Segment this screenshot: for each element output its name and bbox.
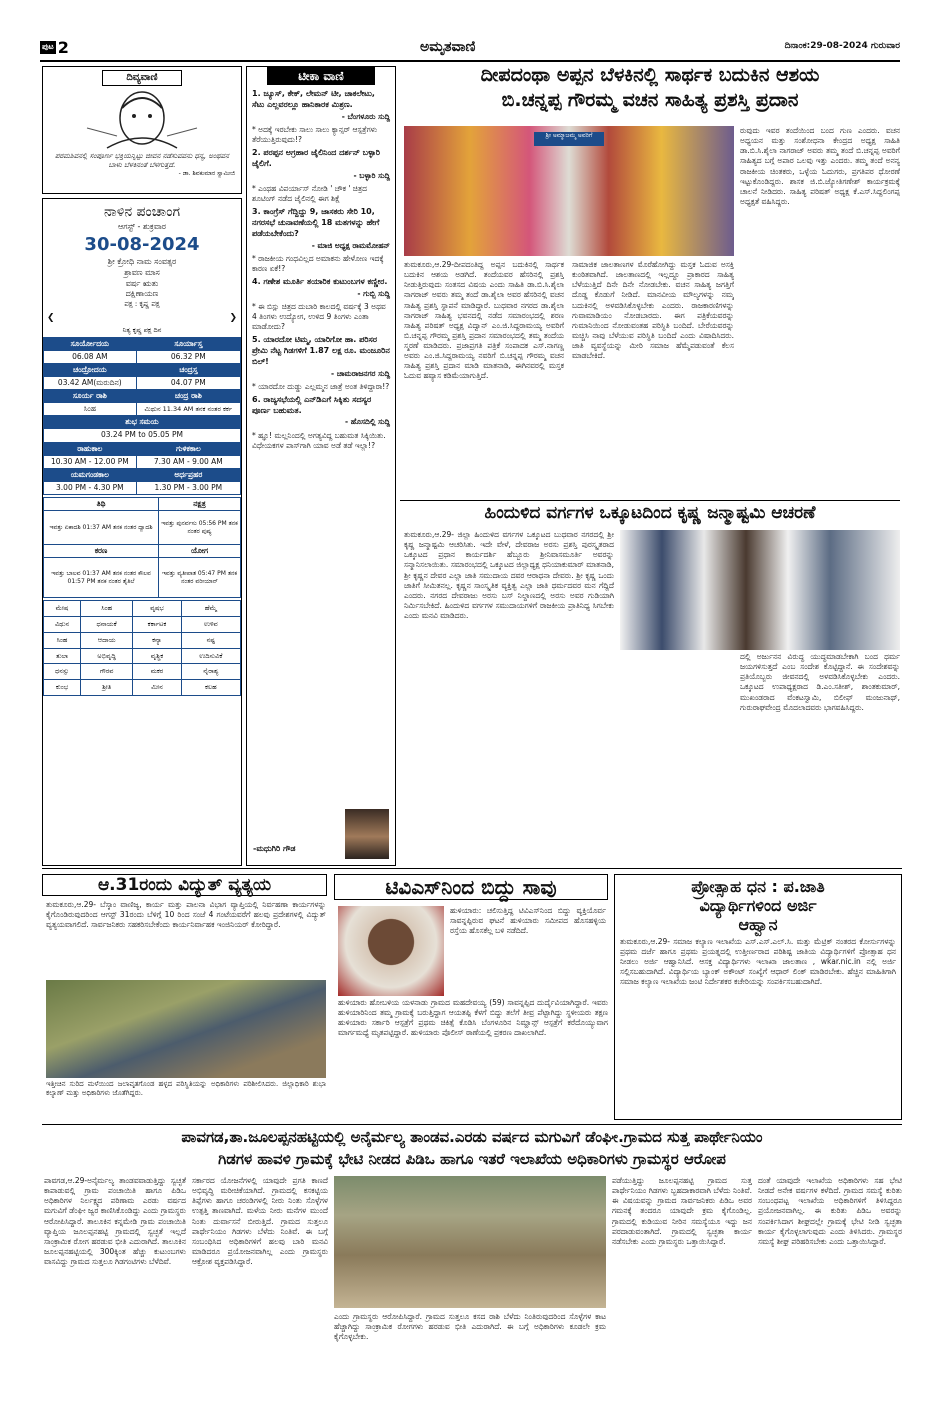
ceremony-banner: ಶ್ರೀ ಅಮ್ಮಾಜಮ್ಮ ಅವರಿಗೆ (534, 132, 604, 146)
divider (42, 1124, 902, 1125)
rashi-cell: ಧನಸ್ಸು (44, 664, 81, 680)
tika-answer: * ಎಂಥಹ ವಿಪರ್ಯಾಸ್ ನೋಡಿ ' ಚೌಕ ' ಚಿತ್ರದ ಶೂಟಿಂಗ್ ನಡೆದ ಜೈಲಿನಲ್ಲಿ ಈಗ ಶಿಕ್ಷೆ (252, 183, 367, 203)
samvatsara: ಶ್ರೀ ಕ್ರೋಧಿ ನಾಮ ಸಂವತ್ಸರ (107, 256, 177, 266)
shubha-label: ಶುಭ ಸಮಯ (44, 416, 241, 429)
pavagada-col-3: ಪಡೆಯುತ್ತಿದ್ದು ಜೂಲಪ್ಪನಹಟ್ಟಿ ಗ್ರಾಮದ ಸುತ್ತ ಪಾರ್ಥೇನಿಯಂ ಗಿಡಗಳು ಬ್ಬಹದಾಕಾರವಾಗಿ ಬೆಳೆದು ನಿಂತಿವೆ. ಈ ವಿಷಯವನ್ನು ಗ್ರಾಮದ ಸಾರ್ವಜನಿಕರು ಪಿಡಿಒ ಅವರ ಗಮನಕ್ಕೆ ತಂದರೂ ಯಾವುದೇ ಕ್ರಮ ಕೈಗೊಂಡಿಲ್ಲ. ಗ್ರಾಮದಲ್ಲಿ ಕುಡಿಯುವ ನೀರಿನ ಸಮಸ್ಯೆಯೂ ಇದ್ದು ಜನ ಪರದಾಡುವಂತಾಗಿದೆ. ಗ್ರಾಮದಲ್ಲಿ ಸ್ವಚ್ಛತಾ ಕಾರ್ಯ ನಡೆಸಬೇಕು ಎಂದು ಗ್ರಾಮಸ್ಥರು ಒತ್ತಾಯಿಸಿದ್ದಾರೆ. (612, 1176, 752, 1246)
karana-value: ಇವತ್ತು ಬಾಲವ 01:37 AM ತನಕ ನಂತರ ಕೌಲವ 01:57 PM ತನಕ ನಂತರ ತೈತಿಲೆ (44, 558, 159, 598)
victim-photo (338, 906, 444, 996)
tika-source: - ಹೊಸದಿಲ್ಲಿ ಸುದ್ದಿ (344, 417, 390, 427)
pavagada-col-2: ಸರ್ಕಾರದ ಯೋಜನೆಗಳಲ್ಲಿ ಯಾವುದೇ ಪ್ರಗತಿ ಕಾಣದೆ ಅಭಿವೃದ್ಧಿ ಮರೀಚಿಕೆಯಾಗಿದೆ. ಗ್ರಾಮದಲ್ಲಿ ಕಸಕಟ್ಟಿಯ ತಿಪ್ಪೆಗಳು ಹಾಗೂ ಚರಂಡಿಗಳಲ್ಲಿ ನೀರು ನಿಂತು ಸೊಳ್ಳೆಗಳ ಉತ್ಪತ್ತಿ ತಾಣವಾಗಿದೆ. ಮಳೆಯ ನೀರು ಮನೆಗಳ ಮುಂದೆ ನಿಂತು ದುರ್ವಾಸನೆ ಬೀರುತ್ತಿದೆ. ಗ್ರಾಮದ ಸುತ್ತಲೂ ಪಾರ್ಥೇನಿಯಂ ಗಿಡಗಳು ಬೆಳೆದು ನಿಂತಿವೆ. ಈ ಬಗ್ಗೆ ಸಂಬಂಧಿಸಿದ ಅಧಿಕಾರಿಗಳಿಗೆ ಹಲವು ಬಾರಿ ಮನವಿ ಮಾಡಿದರೂ ಪ್ರಯೋಜನವಾಗಿಲ್ಲ ಎಂದು ಗ್ರಾಮಸ್ಥರು ಆಕ್ರೋಶ ವ್ಯಕ್ತಪಡಿಸಿದ್ದಾರೆ. (192, 1176, 328, 1266)
chandra-rashi-label: ಚಂದ್ರ ರಾಶಿ (136, 390, 240, 403)
sunset-label: ಸೂರ್ಯಾಸ್ತ (136, 337, 240, 350)
karana-label: ಕರಣ (44, 545, 159, 558)
tithi-table (43, 497, 241, 598)
panchanga-table (43, 337, 241, 496)
rashi-cell: ಮೀನ (133, 680, 181, 696)
page-number (40, 36, 71, 58)
panchanga-nav (43, 310, 241, 326)
surya-rashi-value: ಸಿಂಹ (44, 403, 137, 416)
tika-item (252, 335, 390, 392)
yoga-label: ಯೋಗ (159, 545, 241, 558)
rashi-cell: ಅಭಿವೃದ್ಧಿ (81, 648, 133, 664)
tika-source: - ಗುಬ್ಬಿ ಸುದ್ದಿ (357, 288, 390, 298)
tika-source: - ಚಾಮರಾಜನಗರ ಸುದ್ದಿ (331, 368, 390, 378)
nakshatra-value: ಇವತ್ತು ಪುನರ್ವಸು 05:56 PM ತನಕ ನಂತರ ಪುಷ್ಯ (159, 511, 241, 545)
festival-line: ನಿತ್ಯ ಕೃಷ್ಣ ಪಕ್ಷ ದಿನ (122, 325, 162, 334)
rashi-cell: ಗೌರವ (81, 664, 133, 680)
page-num: 2 (57, 37, 69, 57)
rashi-cell: ಆದಾಯ (81, 632, 133, 648)
sage-portrait (77, 88, 207, 150)
tithi-label: ತಿಥಿ (44, 498, 159, 511)
paksha: ಪಕ್ಷ : ಕೃಷ್ಣ ಪಕ್ಷ (124, 300, 160, 309)
moonrise-value: 03.42 AM(ಮರುದಿನ) (44, 376, 137, 389)
sunrise-label: ಸೂರ್ಯೋದಯ (44, 337, 137, 350)
pavagada-headline-1: ಪಾವಗಡ,ತಾ.ಜೂಲಪ್ಪನಹಟ್ಟಿಯಲ್ಲಿ ಅನೈರ್ಮಲ್ಯ ತಾಂಡವ.ಎರಡು ವರ್ಷದ ಮಗುವಿಗೆ ಡೆಂಘೀ.ಗ್ರಾಮದ ಸುತ್ತ ಪಾರ್ಥೇನಿಯಂ (181, 1128, 763, 1146)
moonrise-label: ಚಂದ್ರೋದಯ (44, 363, 137, 376)
yoga-value: ಇವತ್ತು ವ್ಯತೀಪಾತ 05:47 PM ತನಕ ನಂತರ ವರೀಯಾನ್ (159, 558, 241, 598)
scholarship-box (614, 874, 902, 1120)
tika-item (252, 277, 390, 332)
rashi-cell: ಮಕರ (133, 664, 181, 680)
tika-question: 2. ಪರಪ್ಪನ ಅಗ್ರಹಾರ ಜೈಲಿನಿಂದ ದರ್ಶನ್ ಬಳ್ಳಾರಿ ಜೈಲಿಗೆ. (252, 148, 380, 168)
tvs-intro: ಹುಳಿಯಾರು: ಚಲಿಸುತ್ತಿದ್ದ ಟಿವಿಎಸ್‌ನಿಂದ ಬಿದ್ದು ವ್ಯಕ್ತಿಯೊರ್ವ ಸಾವನ್ನಪ್ಪಿರುವ ಘಟನೆ ಹುಳಿಯಾರು ಸಮೀಪದ ಹೊಸಹಳ್ಳಿಯ ರಸ್ತೆಯ ಹೊಸಕೆಲ್ಲ ಬಳಿ ನಡೆದಿದೆ. (450, 906, 606, 936)
pavagada-caption: ಎಂದು ಗ್ರಾಮಸ್ಥರು ಆರೋಪಿಸಿದ್ದಾರೆ. ಗ್ರಾಮದ ಸುತ್ತಲೂ ಕಸದ ರಾಶಿ ಬೆಳೆದು ನಿಂತಿರುವುದರಿಂದ ಸೊಳ್ಳೆಗಳ ಕಾಟ ಹೆಚ್ಚಾಗಿದ್ದು ಸಾಂಕ್ರಾಮಿಕ ರೋಗಗಳು ಹರಡುವ ಭೀತಿ ಎದುರಾಗಿದೆ. ಈ ಬಗ್ಗೆ ಅಧಿಕಾರಿಗಳು ಕೂಡಲೇ ಕ್ರಮ ಕೈಗೊಳ್ಳಬೇಕು. (334, 1312, 606, 1342)
divider (400, 500, 900, 501)
lead-col-2: ಸಾಮಾಜಿಕ ಜಾಲತಾಣಗಳ ಮೊರೆಹೋಗಿದ್ದು ಮಸ್ತಕ ಓದುವ ಅಸಕ್ತಿ ಕುಂಠಿತವಾಗಿದೆ. ಜಾಲತಾಣದಲ್ಲಿ ಇಲ್ಲದ್ದೂ ಪ್ರಾಕಾರದ ಸಾಹಿತ್ಯ ಬೆಳೆಯುತ್ತಿದೆ ದಿನೇ ದಿನೇ ನೋಡಬೇಕು. ವಚನ ಸಾಹಿತ್ಯ ಜಗತ್ತಿಗೆ ದೊಡ್ಡ ಕೊಡುಗೆ ನೀಡಿದೆ. ಮಾನವೀಯ ಮೌಲ್ಯಗಳನ್ನು ನಮ್ಮ ಬದುಕಿನಲ್ಲಿ ಅಳವಡಿಸಿಕೊಳ್ಳಬೇಕು ಎಂದರು. ರಾಜಕಾರಣಿಗಳನ್ನು ಗುವಾಮಾಡಿಯಂ ನೋಡಬಾರದು. ಈಗ ಪತ್ರಿಕೆಯವರನ್ನು ಗುಮಾನಿಯಿಂದ ನೋಡುವಂತಹ ಪರಿಸ್ಥಿತಿ ಬಂದಿದೆ. ಬೇರೆಯವರನ್ನು ಮಚ್ಚಿಸಿ ನಾವು ಬೆಳೆಯುವ ಪರಿಸ್ಥಿತಿ ಬಂದಿದೆ ಎಂದು ವಿಷಾದಿಸಿದರು. ಜಾತಿ ವ್ಯವಸ್ಥೆಯನ್ನು ಮೀರಿ ಸಮಾಜ ಹೆಮ್ಮೆಪಡುವಂತೆ ಕೆಲಸ ಮಾಡಬೇಕಿದೆ. (572, 260, 734, 361)
rashi-table (43, 600, 241, 696)
rashi-cell: ಮೇಷ (44, 601, 81, 617)
rashi-cell: ಕುಂಭ (44, 680, 81, 696)
power-headline: ಆ.31ರಂದು ವಿದ್ಯುತ್ ವ್ಯತ್ಯಯ (42, 874, 327, 896)
ayana: ದಕ್ಷಿಣಾಯಣ (125, 289, 159, 299)
tika-list (247, 85, 395, 451)
rashi-cell: ಸಿಂಹ (81, 601, 133, 617)
rashi-cell: ನಷ್ಟ (181, 632, 240, 648)
krishna-col-1: ತುಮಕೂರು,ಆ.29- ಜಿಲ್ಲಾ ಹಿಂದುಳಿದ ವರ್ಗಗಳ ಒಕ್ಕೂಟದ ಬುಧವಾರ ನಗರದಲ್ಲಿ ಶ್ರೀ ಕೃಷ್ಣ ಜನ್ಮಾಷ್ಟಮಿ ಆಚರಿಸಿತು. ಇದೇ ವೇಳೆ, ದೇವರಾಜ ಅರಸು ಪ್ರಶಸ್ತಿ ಪುರಸ್ಕೃತರಾದ ಒಕ್ಕೂಟದ ಪ್ರಧಾನ ಕಾರ್ಯದರ್ಶಿ ಹೆಬ್ಬೂರು ಶ್ರೀನಿವಾಸಮೂರ್ತಿ ಅವರನ್ನು ಸನ್ಮಾನಿಸಲಾಯಿತು. ಸಮಾರಂಭದಲ್ಲಿ ಒಕ್ಕೂಟದ ಜಿಲ್ಲಾಧ್ಯಕ್ಷ ಧನಿಯಾಕುಮಾರ್ ಮಾತನಾಡಿ, ಶ್ರೀ ಕೃಷ್ಣನ ದೇವರ ಎಲ್ಲಾ ಜಾತಿ ಸಮುದಾಯ ದವರ ಆರಾಧನಾ ದೇವರು. ಶ್ರೀ ಕೃಷ್ಣ ಒಂದು ಜಾತಿಗೆ ಸೀಮಿತನಲ್ಲ. ಕೃಷ್ಣನ ಸಾಂಸ್ಕೃತಿಕ ವ್ಯಕ್ತಿತ್ವ ಎಲ್ಲಾ ಜಾತಿ ಧರ್ಮದವರ ಮನ ಗೆದ್ದಿದೆ ಎಂದರು. ನಗರದ ದೇವರಾಜು ಅರಸು ಬಸ್ ನಿಲ್ದಾಣದಲ್ಲಿ ಅರಸು ಅವರ ಗುಡಿಯಾಗಿ ನಿರ್ಮಿಸಬೇಕಿದೆ. ಹಿಂದುಳಿದ ವರ್ಗಗಳ ಸಮುದಾಯಗಳಿಗೆ ರಾಜಕೀಯ ಪ್ರಾತಿನಿಧ್ಯ ಸಿಗಬೇಕು ಎಂದು ಮನವಿ ಮಾಡಿದರು. (404, 530, 614, 620)
pavagada-col-4: ದಂತೆ ಯಾವುದೇ ಇಲಾಖೆಯ ಅಧಿಕಾರಿಗಳು ಸಹ ಭೇಟಿ ನೀಡದೆ ಅನೇಕ ವರ್ಷಗಳ ಕಳೆದಿದೆ. ಗ್ರಾಮದ ಸಮಸ್ಯೆ ಕುರಿತು ಸಂಬಂಧಪಟ್ಟ ಇಲಾಖೆಯ ಅಧಿಕಾರಿಗಳಿಗೆ ತಿಳಿಸಿದ್ದರೂ ಪ್ರಯೋಜನವಾಗಿಲ್ಲ. ಈ ಕುರಿತು ಪಿಡಿಒ ಅವರನ್ನು ಸಂಪರ್ಕಿಸಿದಾಗ ಶೀಘ್ರದಲ್ಲೇ ಗ್ರಾಮಕ್ಕೆ ಭೇಟಿ ನೀಡಿ ಸ್ವಚ್ಛತಾ ಕಾರ್ಯ ಕೈಗೊಳ್ಳಲಾಗುವುದು ಎಂದು ತಿಳಿಸಿದರು. ಗ್ರಾಮಸ್ಥರ ಸಮಸ್ಯೆ ಶೀಘ್ರ ಪರಿಹರಿಸಬೇಕು ಎಂದು ಒತ್ತಾಯಿಸಿದ್ದಾರೆ. (758, 1176, 902, 1246)
lead-col-3: ರುವುದು ಇವರ ತಂದೆಯಿಂದ ಬಂದ ಗುಣ ಎಂದರು. ವಚನ ಅಧ್ಯಯನ ಮತ್ತು ಸಂಶೋಧನಾ ಕೇಂದ್ರದ ಅಧ್ಯಕ್ಷ ಸಾಹಿತಿ ಡಾ.ಬಿ.ಸಿ.ಶೈಲಾ ನಾಗರಾಜ್ ಅವರು ತಮ್ಮ ತಂದೆ ಬಿ.ಚನ್ನಪ್ಪ ಅವರಿಗೆ ಸಾಹಿತ್ಯದ ಬಗ್ಗೆ ಅಪಾರ ಒಲವು ಇತ್ತು ಎಂದರು. ತಮ್ಮ ತಂದೆ ಅನನ್ಯ ರಾಜಕೀಯ ಚಿಂತಕರು, ಒಳ್ಳೆಯ ಓದುಗರು, ಪ್ರಗತಿಪರ ಧೋರಣೆ ಇಟ್ಟುಕೊಂಡಿದ್ದರು. ಶಾಸಕ ಜಿ.ಬಿ.ಜ್ಯೋತಿಗಣೇಶ್ ಕಾರ್ಯಕ್ರಮಕ್ಕೆ ಚಾಲನೆ ನೀಡಿದರು. ಸಾಹಿತ್ಯ ಪರಿಷತ್ ಅಧ್ಯಕ್ಷ ಕೆ.ಎಸ್.ಸಿದ್ದಲಿಂಗಪ್ಪ ಅಧ್ಯಕ್ಷತೆ ವಹಿಸಿದ್ದರು. (740, 126, 900, 206)
gulika-value: 7.30 AM - 9.00 AM (136, 455, 240, 468)
chevron-left-icon[interactable]: ❮ (47, 312, 55, 323)
divyavani-title: ದಿವ್ಯವಾಣಿ (102, 70, 182, 86)
tika-answer: * ಈ ಬಿಸ್ಲು ಚಿತ್ರದ ದುಬಾರಿ ಕಾಲದಲ್ಲಿ ವರ್ಷಕ್ಕೆ 3 ಅಥವ 4 ತಿಂಗಳು ಉದ್ಯೋಗ, ಉಳಿದ 9 ತಿಂಗಳು ಎಂತಾ ಮಾಡೋದು? (252, 301, 386, 332)
tika-question: 3. ಕಾಂಗ್ರೆಸ್ ಗೆದ್ದಿದ್ದು 9, ಜಾಸಕರು ಸೇರಿ 10, ನಗರಸಭೆ ಚುನಾವಣೆಯಲ್ಲಿ 18 ಮತಗಳನ್ನು ಹೇಗೆ ಪಡೆಯಬೇಕೆಂದು? (252, 207, 380, 238)
rashi-cell: ವೃಷಭ (133, 601, 181, 617)
rashi-cell: ನೈರಾಶ್ಯ (181, 664, 240, 680)
newspaper-title: ಅಮೃತವಾಣಿ (420, 39, 476, 55)
sunrise-value: 06.08 AM (44, 350, 137, 363)
divyavani-author: - ಡಾ. ಶಿವಕುಮಾರ ಸ್ವಾಮೀಜಿ (178, 170, 235, 178)
masthead (40, 34, 900, 62)
rashi-cell: ತುಲಾ (44, 648, 81, 664)
tika-source: - ಬೆಂಗಳೂರು ಸುದ್ದಿ (341, 111, 390, 121)
lead-col-1: ತುಮಕೂರು,ಆ.29-ದೀಪದಂತಿದ್ದ ಅಪ್ಪನ ಬದುಕಿನಲ್ಲಿ ಸಾರ್ಥಕ ಬದುಕಿನ ಆಶಯ ಅಡಗಿದೆ. ತಂದೆಯವರ ಹೆಸರಿನಲ್ಲಿ ಪ್ರಶಸ್ತಿ ನೀಡುತ್ತಿರುವುದು ಸಂತಸದ ವಿಷಯ ಎಂದು ಸಾಹಿತಿ ಡಾ.ಬಿ.ಸಿ.ಶೈಲಾ ನಾಗರಾಜ್ ಅವರು ತಮ್ಮ ತಂದೆ ಡಾ.ಶೈಲಾ ಅವರ ಹೆಸರಿನಲ್ಲಿ ವಚನ ಸಾಹಿತ್ಯ ಪ್ರಶಸ್ತಿ ಸ್ಥಾಪನೆ ಮಾಡಿದ್ದಾರೆ. ಬುಧವಾರ ನಗರದ ಡಾ.ಶೈಲಾ ನಾಗರಾಜ್ ಸಾಹಿತ್ಯ ಭವನದಲ್ಲಿ ನಡೆದ ಸಮಾರಂಭದಲ್ಲಿ ಶರಣ ಸಾಹಿತ್ಯ ಪರಿಷತ್ ಅಧ್ಯಕ್ಷ ವಿದ್ವಾನ್ ಎಂ.ಜಿ.ಸಿದ್ದರಾಮಯ್ಯ ಅವರಿಗೆ ಬಿ.ಚನ್ನಪ್ಪ ಗೌರಮ್ಮ ಪ್ರಶಸ್ತಿ ಪ್ರದಾನ ಸಮಾರಂಭದಲ್ಲಿ ತಮ್ಮ ತಂದೆಯ ಸ್ಮರಣೆ ಮಾಡಿದರು. ಪ್ರಜಾಪ್ರಗತಿ ಪತ್ರಿಕೆ ಸಂಪಾದಕ ಎಸ್.ನಾಗಣ್ಣ ಅವರು ಎಂ.ಜಿ.ಸಿದ್ದರಾಮಯ್ಯ ನವರಿಗೆ ಬಿ.ಚನ್ನಪ್ಪ ಗೌರಮ್ಮ ವಚನ ಸಾಹಿತ್ಯ ಪ್ರಶಸ್ತಿ ಪ್ರದಾನ ಮಾಡಿ ಮಾತನಾಡಿ, ಈಗಿನವರಲ್ಲಿ ಮಸ್ತಕ ಓದುವ ಹವ್ಯಾಸ ಕಡಿಮೆಯಾಗುತ್ತಿದೆ. (404, 260, 564, 381)
rashi-cell: ಹೆಮ್ಮೆ (181, 601, 240, 617)
surya-rashi-label: ಸೂರ್ಯ ರಾಶಿ (44, 390, 137, 403)
rashi-cell: ವೃಶ್ಚಿಕ (133, 648, 181, 664)
tika-source: - ಮಾಜಿ ಅಧ್ಯಕ್ಷ ರಾಮಮೋಹನ್ (311, 240, 390, 250)
divider (42, 868, 902, 869)
rashi-cell: ಉಳಿವ (181, 617, 240, 633)
rashi-cell: ಶ್ರೀತಿ (81, 680, 133, 696)
scholarship-headline-2: ವಿದ್ಯಾರ್ಥಿಗಳಿಂದ ಅರ್ಜಿ (699, 896, 817, 916)
yama-label: ಯಮಗಂಡಕಾಲ (44, 468, 137, 481)
krishna-photo (620, 530, 900, 650)
gulika-label: ಗುಳಿಕಕಾಲ (136, 442, 240, 455)
tika-answer: * ರಾಜಕೀಯ ಗಂಧವಿಲ್ಲದ ಅಮಾಕನು ಹೇಳೋಣ ಇದಕ್ಕೆ ಕಾರಣ ಏಕೆ!? (252, 253, 384, 273)
rashi-cell: ಕರ್ಕಾಟಕ (133, 617, 181, 633)
issue-date: ದಿನಾಂಕ:29-08-2024 ಗುರುವಾರ (784, 41, 900, 51)
tika-byline: -ಮಧುಗಿರಿ ಗೌಡ (253, 844, 296, 854)
krishna-headline: ಹಿಂದುಳಿದ ವರ್ಗಗಳ ಒಕ್ಕೂಟದಿಂದ ಕೃಷ್ಣ ಜನ್ಮಾಷ್ಟಮಿ ಆಚರಣೆ (484, 503, 816, 523)
pavagada-col-1: ಪಾವಗಡ,ಆ.29-ಅನೈರ್ಮಲ್ಯ ತಾಂಡವವಾಡುತ್ತಿದ್ದು ಸ್ವಚ್ಛತೆ ಕಾಪಾಡುವಲ್ಲಿ ಗ್ರಾಮ ಪಂಚಾಯಿತಿ ಹಾಗೂ ಪಿಡಿಒ ಅಧಿಕಾರಿಗಳ ನಿರ್ಲಕ್ಷ್ಯದ ಪರಿಣಾಮ ಎರಡು ವರ್ಷದ ಮಗುವಿಗೆ ಡೆಂಘೀ ಜ್ವರ ಕಾಣಿಸಿಕೊಂಡಿದ್ದು ಎಂದು ಗ್ರಾಮಸ್ಥರು ಆರೋಪಿಸಿದ್ದಾರೆ. ತಾಲೂಕಿನ ಕನ್ನಮೇಡಿ ಗ್ರಾಮ ಪಂಚಾಯಿತಿ ವ್ಯಾಪ್ತಿಯ ಜೂಲಪ್ಪನಹಟ್ಟಿ ಗ್ರಾಮದಲ್ಲಿ ಸ್ವಚ್ಛತೆ ಇಲ್ಲದೆ ಸಾಂಕ್ರಾಮಿಕ ರೋಗ ಹರಡುವ ಭೀತಿ ಎದುರಾಗಿದೆ. ತಾಲೂಕಿನ ಜೂಲಪ್ಪನಹಟ್ಟಿಯಲ್ಲಿ 300ಕ್ಕಿಂತ ಹೆಚ್ಚು ಕುಟುಂಬಗಳು ವಾಸವಿದ್ದು ಗ್ರಾಮದ ಸುತ್ತಲೂ ಗಿಡಗಂಟಿಗಳು ಬೆಳೆದಿವೆ. (44, 1176, 186, 1266)
masa: ಶ್ರಾವಣ ಮಾಸ (124, 267, 160, 277)
rashi-cell: ಕಲಹ (181, 680, 240, 696)
panchanga-title: ನಾಳಿನ ಪಂಚಾಂಗ (103, 204, 181, 220)
tika-item (252, 395, 390, 451)
divyavani-quote: ಪರಮಶಿವನಲ್ಲಿ ಸಂಪೂರ್ಣ ಭಕ್ತಿಯನ್ನಿಟ್ಟು ಜೀವನ ನಡೆಸುವವನು ಧನ್ಯ, ಅಂಥವನ ಬಾಳು ಬೆಳಕಿನಂತೆ ಬೆಳಗುತ್ತದೆ. (55, 151, 229, 169)
sunset-value: 06.32 PM (136, 350, 240, 363)
rutu: ವರ್ಷ ಋತು (125, 278, 159, 288)
tika-question: 1. ಜ್ಯೂಸ್, ಕೇಕ್, ಲೇಮನ್ ಟೀ, ಚಾಕಲೇಟು, ಸೆಟು ಎಲ್ಲವರಲ್ಲೂ ಹಾನಿಕಾರಕ ಮಿಶ್ರಣ. (252, 89, 375, 109)
tika-source: - ಬಳ್ಳಾರಿ ಸುದ್ದಿ (353, 170, 390, 180)
panchanga-box (42, 198, 242, 866)
scholarship-headline-3: ಆಹ್ವಾನ (738, 915, 778, 935)
tika-answer: * ಯಾರದೋ ದುಡ್ಡು ಎಲ್ಲಮ್ಮನ ಜಾತ್ರೆ ಅಂತ ತಿಳಿದ್ದಾರಾ!? (252, 381, 390, 391)
rashi-cell: ಸಿಂಹ (44, 632, 81, 648)
scholarship-headline-1: ಪ್ರೋತ್ಸಾಹ ಧನ : ಪ.ಜಾತಿ (691, 877, 825, 896)
tika-item (252, 148, 390, 204)
moonset-value: 04.07 PM (136, 376, 240, 389)
panchanga-month: ಆಗಸ್ಟ್ - ಶುಕ್ರವಾರ (117, 221, 167, 231)
tika-vani-title: ಟೀಕಾ ವಾಣಿ (267, 67, 375, 85)
tithi-value: ಇವತ್ತು ಏಕಾದಶಿ 01:37 AM ತನಕ ನಂತರ ದ್ವಾದಶಿ (44, 511, 159, 545)
tika-question: 5. ಯಾರದೋ ಟಿಮ್ಮ, ಯಾರಿಗೋ ಹಾ. ಪರಿಸರ ಪ್ರೇಮಿ ನೆಟ್ಟ ಗಿಡಗಳಿಗೆ 1.87 ಲಕ್ಷ ರೂ. ಮಂಜೂರಿನ ಬಿಲ್! (252, 335, 390, 366)
power-caption: ಇತ್ತೀಚಿನ ಸುರಿದ ಮಳೆಯಿಂದ ಜಲಾವೃತಗೊಂಡ ಹಳ್ಳದ ಪರಿಸ್ಥಿತಿಯನ್ನು ಅಧಿಕಾರಿಗಳು ಪರಿಶೀಲಿಸಿದರು. ಜಿಲ್ಲಾಧಿಕಾರಿ ಶುಭಾ ಕಲ್ಯಾಣ್ ಮತ್ತು ಅಧಿಕಾರಿಗಳು ಜೊತೆಗಿದ್ದರು. (46, 1080, 326, 1098)
columnist-photo (345, 809, 389, 859)
scholarship-body: ತುಮಕೂರು,ಆ.29- ಸಮಾಜ ಕಲ್ಯಾಣ ಇಲಾಖೆಯ ಎಸ್.ಎಸ್.ಎಲ್.ಸಿ. ಮತ್ತು ಮೆಟ್ರಿಕ್ ನಂತರದ ಕೋರ್ಸುಗಳನ್ನು ಪ್ರಥಮ ದರ್ಜೆ ಹಾಗೂ ಪ್ರಥಮ ಪ್ರಯತ್ನದಲ್ಲಿ ಉತ್ತೀರ್ಣರಾದ ಪರಿಶಿಷ್ಟ ಜಾತಿಯ ವಿದ್ಯಾರ್ಥಿಗಳಿಗೆ ಪ್ರೋತ್ಸಾಹ ಧನ ನೀಡಲು ಅರ್ಜಿ ಆಹ್ವಾನಿಸಿದೆ. ಆಸಕ್ತ ವಿದ್ಯಾರ್ಥಿಗಳು ಇಲಾಖಾ ಜಾಲತಾಣ , wkar.nic.in ನಲ್ಲಿ ಅರ್ಜಿ ಸಲ್ಲಿಸಬಹುದಾಗಿದೆ. ವಿದ್ಯಾರ್ಥಿಯ ಬ್ಯಾಂಕ್ ಅಕೌಂಟ್ ಸಂಖ್ಯೆಗೆ ಆಧಾರ್ ಲಿಂಕ್ ಮಾಡಿರಬೇಕು. ಹೆಚ್ಚಿನ ಮಾಹಿತಿಗಾಗಿ ಸಮಾಜ ಕಲ್ಯಾಣ ಇಲಾಖೆಯ ಜಂಟಿ ನಿರ್ದೇಶಕರ ಕಚೇರಿಯನ್ನು ಸಂಪರ್ಕಿಸಬಹುದಾಗಿದೆ. (620, 936, 896, 987)
nakshatra-label: ನಕ್ಷತ್ರ (159, 498, 241, 511)
yama-value: 3.00 PM - 4.30 PM (44, 481, 137, 494)
krishna-col-2: ದಲ್ಲಿ ಅರ್ಜುನನ ವಿರುದ್ಧ ಯುದ್ಧಮಾಡಬೇಕಾಗಿ ಬಂದ ಧರ್ಮ ಜಯಗಳಿಸುತ್ತದೆ ಎಂಬ ಸಂದೇಶ ಕೊಟ್ಟಿದ್ದಾನೆ. ಈ ಸಂದೇಶವನ್ನು ಪ್ರತಿಯೊಬ್ಬರು ಜೀವನದಲ್ಲಿ ಅಳವಡಿಸಿಕೊಳ್ಳಬೇಕು ಎಂದರು. ಒಕ್ಕೂಟದ ಉಪಾಧ್ಯಕ್ಷರಾದ ಡಿ.ಎಂ.ಸತೀಶ್, ಶಾಂತಕುಮಾರ್, ಮುಖಂಡರಾದ ವೆಂಕಟಸ್ವಾಮಿ, ಬಿಲೀಫ್ ಮಂಜುನಾಥ್, ಗುರುರಾಘವೇಂದ್ರ ಮೊದಲಾದವರು ಭಾಗವಹಿಸಿದ್ದರು. (740, 652, 900, 712)
shubha-value: 03.24 PM to 05.05 PM (44, 429, 241, 442)
tika-answer: * ಅದಕ್ಕೆ ಇರಬೇಕು ಸಾಲು ಸಾಲು ಕ್ಯಾನ್ಸರ್ ಆಸ್ಪತ್ರೆಗಳು ತೆರೆಯುತ್ತಿರುವುದು!? (252, 124, 378, 145)
tika-question: 6. ರಾಜ್ಯಸಭೆಯಲ್ಲಿ ಎನ್‌ಡಿಎಗೆ ಸಿಕ್ಕಿತು ಸದಸ್ಯರ ಪೂರ್ಣ ಬಹುಮತ. (252, 394, 372, 415)
tvs-headline: ಟಿವಿಎಸ್‌ನಿಂದ ಬಿದ್ದು ಸಾವು (334, 874, 608, 900)
abhijit-value: 1.30 PM - 3.00 PM (136, 481, 240, 494)
lead-headline-1: ದೀಪದಂಥಾ ಅಪ್ಪನ ಬೆಳಕಿನಲ್ಲಿ ಸಾರ್ಥಕ ಬದುಕಿನ ಆಶಯ (480, 64, 820, 86)
pavagada-headline-2: ಗಿಡಗಳ ಹಾವಳಿ ಗ್ರಾಮಕ್ಕೆ ಭೇಟಿ ನೀಡದ ಪಿಡಿಒ ಹಾಗೂ ಇತರೆ ಇಲಾಖೆಯ ಅಧಿಕಾರಿಗಳು ಗ್ರಾಮಸ್ಥರ ಆರೋಪ (218, 1150, 726, 1168)
lead-headline-2: ಬಿ.ಚನ್ನಪ್ಪ ಗೌರಮ್ಮ ವಚನ ಸಾಹಿತ್ಯ ಪ್ರಶಸ್ತಿ ಪ್ರದಾನ (501, 88, 799, 111)
lead-story (400, 64, 900, 112)
rashi-cell: ಕನ್ಯಾ (133, 632, 181, 648)
tvs-body: ಹುಳಿಯಾರು ಹೋಬಳಿಯ ಯಳನಾಡು ಗ್ರಾಮದ ಮಹದೇವಯ್ಯ (59) ಸಾವನ್ನಪ್ಪಿದ ದುರ್ದೈವಿಯಾಗಿದ್ದಾರೆ. ಇವರು ಹುಳಿಯಾರಿನಿಂದ ತಮ್ಮ ಗ್ರಾಮಕ್ಕೆ ಬರುತ್ತಿದ್ದಾಗ ಆಯತಪ್ಪಿ ಕೆಳಗೆ ಬಿದ್ದು ತಲೆಗೆ ತೀವ್ರ ಪೆಟ್ಟಾಗಿದ್ದು ಸ್ಥಳೀಯರು ತಕ್ಷಣ ಹುಳಿಯಾರು ಸರ್ಕಾರಿ ಆಸ್ಪತ್ರೆಗೆ ಪ್ರಥಮ ಚಿಕಿತ್ಸೆ ಕೊಡಿಸಿ ಬೆಂಗಳೂರಿನ ನಿಮ್ಹಾನ್ಸ್ ಆಸ್ಪತ್ರೆಗೆ ಕರೆದೊಯ್ಯುವಾಗ ಮಾರ್ಗಮಧ್ಯೆ ಮೃತಪಟ್ಟಿದ್ದಾರೆ. ಹುಳಿಯಾರು ಪೊಲೀಸ್ ಠಾಣೆಯಲ್ಲಿ ಪ್ರಕರಣ ದಾಖಲಾಗಿದೆ. (338, 998, 608, 1038)
flood-inspection-photo (46, 980, 326, 1078)
chevron-right-icon[interactable]: ❯ (229, 312, 237, 323)
rashi-cell: ಉದಿಸುವಿಕೆ (181, 648, 240, 664)
page-label: ಪುಟ (40, 41, 56, 54)
tika-vani-box (246, 66, 396, 866)
tika-item (252, 89, 390, 145)
tika-answer: * ಹ್ಞೂ! ಮಲ್ಲನಿಂದಲ್ಲಿ ಅಗತ್ಯವಿದ್ದ ಬಹುಮತ ಸಿಕ್ಕಿಯಿತು. ವಿಧೇಯಕಗಳ ಪಾಸ್‌ಗಾಗಿ ಯಾವ ಅಡೆ ತಡೆ ಇಲ್ಲಾ!? (252, 430, 386, 450)
award-ceremony-photo (404, 126, 734, 256)
divyavani-box (42, 66, 242, 194)
power-body: ತುಮಕೂರು,ಆ.29- ಬೆಸ್ಕಾಂ ವಾಣಿಜ್ಯ, ಕಾರ್ಯ ಮತ್ತು ಪಾಲನಾ ವಿಭಾಗ ವ್ಯಾಪ್ತಿಯಲ್ಲಿ ನಿರ್ವಹಣಾ ಕಾರ್ಯಗಳನ್ನು ಕೈಗೊಂಡಿರುವುದರಿಂದ ಆಗಸ್ಟ್ 31ರಂದು ಬೆಳಿಗ್ಗೆ 10 ರಿಂದ ಸಂಜೆ 4 ಗಂಟೆಯವರೆಗೆ ಹಲವು ಪ್ರದೇಶಗಳಲ್ಲಿ ವಿದ್ಯುತ್ ವ್ಯತ್ಯಯವಾಗಲಿದೆ. ಸಾರ್ವಜನಿಕರು ಸಹಕರಿಸಬೇಕೆಂದು ಕಾರ್ಯನಿರ್ವಾಹಕ ಇಂಜಿನಿಯರ್ ಕೋರಿದ್ದಾರೆ. (46, 900, 326, 930)
tika-item (252, 207, 390, 274)
rashi-cell: ವಿಥುನ (44, 617, 81, 633)
garbage-site-photo (334, 1176, 606, 1308)
rashi-cell: ಧನಾಯಕೆ (81, 617, 133, 633)
rahu-label: ರಾಹುಕಾಲ (44, 442, 137, 455)
panchanga-date: 30-08-2024 (84, 233, 200, 255)
tika-question: 4. ಗಣೇಶ ಮೂರ್ತಿ ತಯಾರಿಕ ಕುಟುಂಬಗಳ ಕಣ್ಣೀರ. (252, 276, 388, 286)
rahu-value: 10.30 AM - 12.00 PM (44, 455, 137, 468)
chandra-rashi-value: ಮಿಥುನ 11.34 AM ತನಕ ನಂತರ ಕರ್ಕ (136, 403, 240, 416)
moonset-label: ಚಂದ್ರಸ್ತ (136, 363, 240, 376)
abhijit-label: ಅರ್ಧಪ್ರಹರ (136, 468, 240, 481)
